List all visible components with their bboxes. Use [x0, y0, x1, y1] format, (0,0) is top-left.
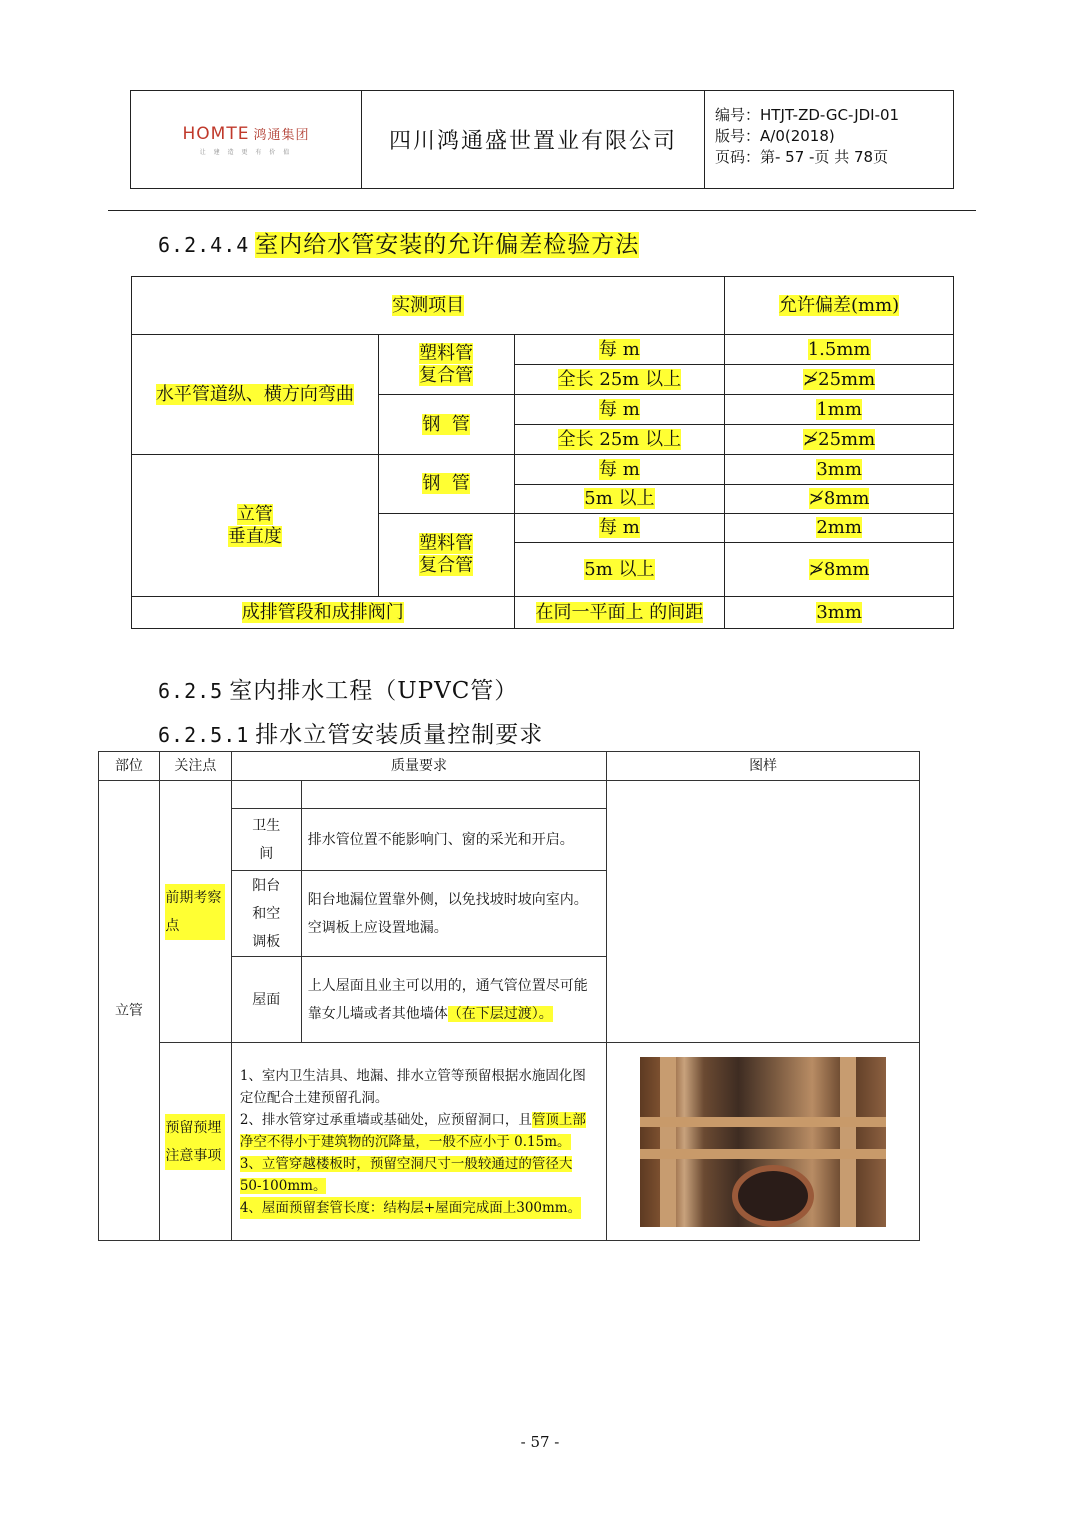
- requirement-item-highlight: 管顶上部净空不得小于建筑物的沉降量，一般不应小于 0.15m。: [239, 1111, 586, 1150]
- requirement-item: 4、屋面预留套管长度：结构层+屋面完成面上300mm。: [240, 1197, 581, 1219]
- group-label: 成排管段和成排阀门: [241, 601, 404, 623]
- table-row: [132, 455, 954, 485]
- tolerance-value: ≯25mm: [803, 368, 876, 390]
- pipe-type: 钢 管: [422, 473, 470, 494]
- condition: 5m 以上: [584, 558, 655, 580]
- col-header-focus: 关注点: [159, 752, 231, 781]
- quality-table: [98, 751, 920, 1241]
- focus-label: 预留预埋注意事项: [165, 1114, 225, 1170]
- condition: 每 m: [598, 398, 640, 420]
- requirement-text: 阳台地漏位置靠外侧，以免找坡时坡向室内。空调板上应设置地漏。: [301, 871, 606, 957]
- col-header-part: 部位: [99, 752, 160, 781]
- doc-page: 页码：第- 57 -页 共 78页: [715, 148, 889, 166]
- pipe-type: 复合管: [419, 364, 474, 386]
- document-header: [130, 90, 954, 189]
- tolerance-value: 1mm: [816, 398, 862, 420]
- part-label: 立管: [99, 781, 160, 1241]
- tolerance-value: 3mm: [816, 458, 862, 480]
- pipe-type: 复合管: [419, 555, 474, 576]
- pipe-sleeve-image: [732, 1165, 814, 1227]
- requirement-item: 3、立管穿越楼板时，预留空洞尺寸一般较通过的管径大 50-100mm。: [239, 1155, 573, 1194]
- logo-cn: 鸿通集团: [253, 127, 310, 143]
- condition: 每 m: [598, 338, 640, 360]
- table-row: [99, 1043, 920, 1241]
- tolerance-value: 2mm: [816, 517, 862, 538]
- tolerance-table: [131, 276, 954, 629]
- section-title: 室内给水管安装的允许偏差检验方法: [255, 232, 640, 258]
- col-header-image: 图样: [607, 752, 920, 781]
- section-number: 6.2.5: [158, 679, 224, 703]
- section-heading-6251: [158, 716, 543, 749]
- section-number: 6.2.4.4: [158, 233, 250, 257]
- condition: 全长 25m 以上: [557, 428, 682, 450]
- requirement-text-highlight: （在下层过渡）。: [447, 1005, 553, 1022]
- location-label: 阳台和空调板: [252, 877, 281, 950]
- condition: 5m 以上: [584, 488, 655, 509]
- col-header-requirement: 质量要求: [231, 752, 606, 781]
- requirement-text: 上人屋面且业主可以用的，通气管位置尽可能靠女儿墙或者其他墙体: [307, 977, 588, 1022]
- location-label: 卫生间: [252, 817, 281, 862]
- header-divider: [108, 210, 976, 211]
- condition: 每 m: [598, 458, 640, 480]
- table-row: [132, 597, 954, 629]
- tolerance-value: ≯8mm: [808, 558, 870, 580]
- requirement-item: 2、排水管穿过承重墙或基础处，应预留洞口，且: [239, 1111, 532, 1128]
- doc-code: 编号：HTJT-ZD-GC-JDⅠ-01: [715, 106, 900, 124]
- condition: 全长 25m 以上: [557, 368, 682, 390]
- col-header-tolerance: 允许偏差(mm): [779, 294, 900, 316]
- requirement-text: 排水管位置不能影响门、窗的采光和开启。: [301, 809, 606, 871]
- construction-photo: [640, 1057, 886, 1227]
- group-label: 垂直度: [227, 525, 282, 547]
- section-title: 排水立管安装质量控制要求: [255, 722, 544, 748]
- focus-label: 前期考察点: [165, 884, 225, 940]
- doc-version: 版号：A/0(2018): [715, 127, 835, 145]
- section-number: 6.2.5.1: [158, 723, 250, 747]
- pipe-type: 塑料管: [419, 342, 474, 364]
- table-row: [132, 335, 954, 365]
- pipe-type: 钢 管: [422, 413, 470, 435]
- company-name: 四川鸿通盛世置业有限公司: [362, 91, 705, 188]
- section-title: 室内排水工程（UPVC管）: [229, 678, 519, 704]
- pipe-type: 塑料管: [419, 533, 474, 554]
- col-header-item: 实测项目: [392, 294, 465, 316]
- logo-slogan: 让 建 造 更 有 价 值: [199, 148, 293, 156]
- section-heading-6244: [158, 226, 639, 259]
- location-label: 屋面: [231, 957, 301, 1043]
- tolerance-value: ≯8mm: [808, 488, 870, 509]
- tolerance-value: 1.5mm: [807, 338, 871, 360]
- condition: 在同一平面上 的间距: [535, 601, 704, 623]
- page-number: - 57 -: [520, 1433, 560, 1451]
- group-label: 水平管道纵、横方向弯曲: [155, 383, 354, 405]
- logo-brand: HOMTE: [182, 123, 250, 144]
- condition: 每 m: [598, 517, 640, 538]
- tolerance-value: ≯25mm: [803, 428, 876, 450]
- section-heading-625: [158, 672, 518, 705]
- group-label: 立管: [236, 503, 273, 525]
- company-logo: [131, 91, 362, 188]
- document-meta: [705, 91, 953, 188]
- requirement-item: 1、室内卫生洁具、地漏、排水立管等预留根据水施固化图定位配合土建预留孔洞。: [239, 1067, 586, 1106]
- tolerance-value: 3mm: [816, 601, 862, 623]
